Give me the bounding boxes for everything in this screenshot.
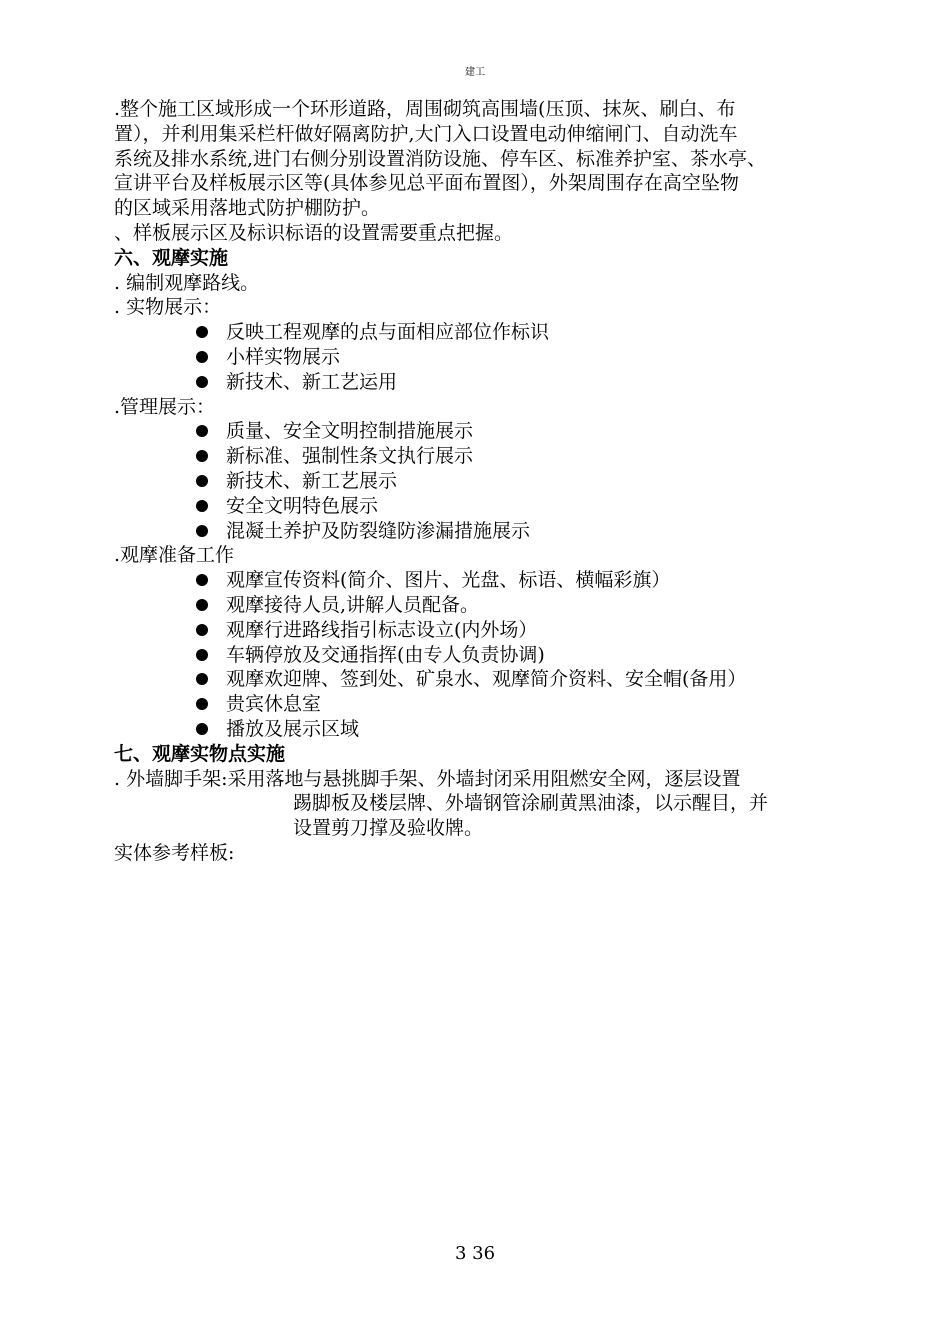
section-six-item-preparation: .观摩准备工作 xyxy=(114,544,235,567)
section-six-item-physical-display: . 实物展示： xyxy=(114,296,222,319)
text-line: 的区域采用落地式防护棚防护。 xyxy=(114,197,381,220)
bullet-icon xyxy=(196,425,208,437)
list-item xyxy=(196,667,884,692)
scaffold-text-continued: 踢脚板及楼层牌、外墙钢管涂刷黄黑油漆，以示醒目，并 xyxy=(293,792,769,815)
scaffold-label: . 外墙脚手架: xyxy=(114,767,228,790)
reference-sample-label: 实体参考样板: xyxy=(114,841,235,864)
section-seven-heading: 七、观摩实物点实施 xyxy=(114,742,286,765)
physical-display-list xyxy=(114,320,884,394)
list-item-text: 车辆停放及交通指挥(由专人负责协调) xyxy=(226,643,545,666)
page-header: 建工 xyxy=(465,67,485,78)
list-item-text: 新技术、新工艺运用 xyxy=(226,370,398,393)
list-item-text: 观摩行进路线指引标志设立(内外场） xyxy=(226,618,538,641)
list-item xyxy=(196,717,884,742)
paragraph-sample-area: 、样板展示区及标识标语的设置需要重点把握。 xyxy=(114,221,514,244)
section-six-item-route: . 编制观摩路线。 xyxy=(114,271,260,294)
bullet-icon xyxy=(196,500,208,512)
bullet-icon xyxy=(196,351,208,363)
text-line: 系统及排水系统,进门右侧分别设置消防设施、停车区、标准养护室、茶水亭、 xyxy=(114,147,767,170)
bullet-icon xyxy=(196,475,208,487)
section-six-heading: 六、观摩实施 xyxy=(114,246,229,269)
list-item-text: 贵宾休息室 xyxy=(226,693,322,716)
list-item xyxy=(196,692,884,717)
list-item xyxy=(196,568,884,593)
section-six-item-management-display: .管理展示： xyxy=(114,395,216,418)
bullet-icon xyxy=(196,723,208,735)
list-item xyxy=(196,370,884,395)
list-item xyxy=(196,618,884,643)
bullet-icon xyxy=(196,624,208,636)
scaffold-text: 采用落地与悬挑脚手架、外墙封闭采用阻燃安全网，逐层设置 xyxy=(227,767,741,790)
bullet-icon xyxy=(196,599,208,611)
section-seven-item-scaffold xyxy=(114,767,884,841)
list-item-text: 反映工程观摩的点与面相应部位作标识 xyxy=(226,321,550,344)
list-item xyxy=(196,419,884,444)
list-item-text: 质量、安全文明控制措施展示 xyxy=(226,420,474,443)
bullet-icon xyxy=(196,450,208,462)
bullet-icon xyxy=(196,649,208,661)
list-item xyxy=(196,444,884,469)
scaffold-first-line xyxy=(114,767,884,792)
list-item xyxy=(196,643,884,668)
list-item-text: 观摩欢迎牌、签到处、矿泉水、观摩简介资料、安全帽(备用） xyxy=(226,668,747,691)
preparation-list xyxy=(114,568,884,742)
list-item xyxy=(196,320,884,345)
list-item-text: 混凝土养护及防裂缝防渗漏措施展示 xyxy=(226,519,531,542)
list-item xyxy=(196,494,884,519)
list-item xyxy=(196,519,884,544)
scaffold-text-continued: 设置剪刀撑及验收牌。 xyxy=(293,817,484,840)
list-item xyxy=(196,469,884,494)
list-item-text: 小样实物展示 xyxy=(226,345,341,368)
text-line: 宣讲平台及样板展示区等(具体参见总平面布置图），外架周围存在高空坠物 xyxy=(114,172,739,195)
bullet-icon xyxy=(196,698,208,710)
management-display-list xyxy=(114,419,884,543)
bullet-icon xyxy=(196,525,208,537)
list-item-text: 观摩接待人员,讲解人员配备。 xyxy=(226,593,480,616)
list-item-text: 新技术、新工艺展示 xyxy=(226,469,398,492)
list-item xyxy=(196,345,884,370)
list-item-text: 观摩宣传资料(简介、图片、光盘、标语、横幅彩旗） xyxy=(226,569,671,592)
bullet-icon xyxy=(196,574,208,586)
bullet-icon xyxy=(196,673,208,685)
list-item-text: 新标准、强制性条文执行展示 xyxy=(226,445,474,468)
page-number: 3 36 xyxy=(454,1243,496,1264)
list-item-text: 播放及展示区域 xyxy=(226,717,360,740)
list-item-text: 安全文明特色展示 xyxy=(226,494,379,517)
paragraph-site-layout xyxy=(114,97,884,221)
text-line: 置），并利用集采栏杆做好隔离防护,大门入口设置电动伸缩闸门、自动洗车 xyxy=(114,122,738,145)
document-body xyxy=(114,97,884,866)
list-item xyxy=(196,593,884,618)
bullet-icon xyxy=(196,326,208,338)
bullet-icon xyxy=(196,376,208,388)
text-line: .整个施工区域形成一个环形道路，周围砌筑高围墙(压顶、抹灰、刷白、布 xyxy=(114,98,736,120)
